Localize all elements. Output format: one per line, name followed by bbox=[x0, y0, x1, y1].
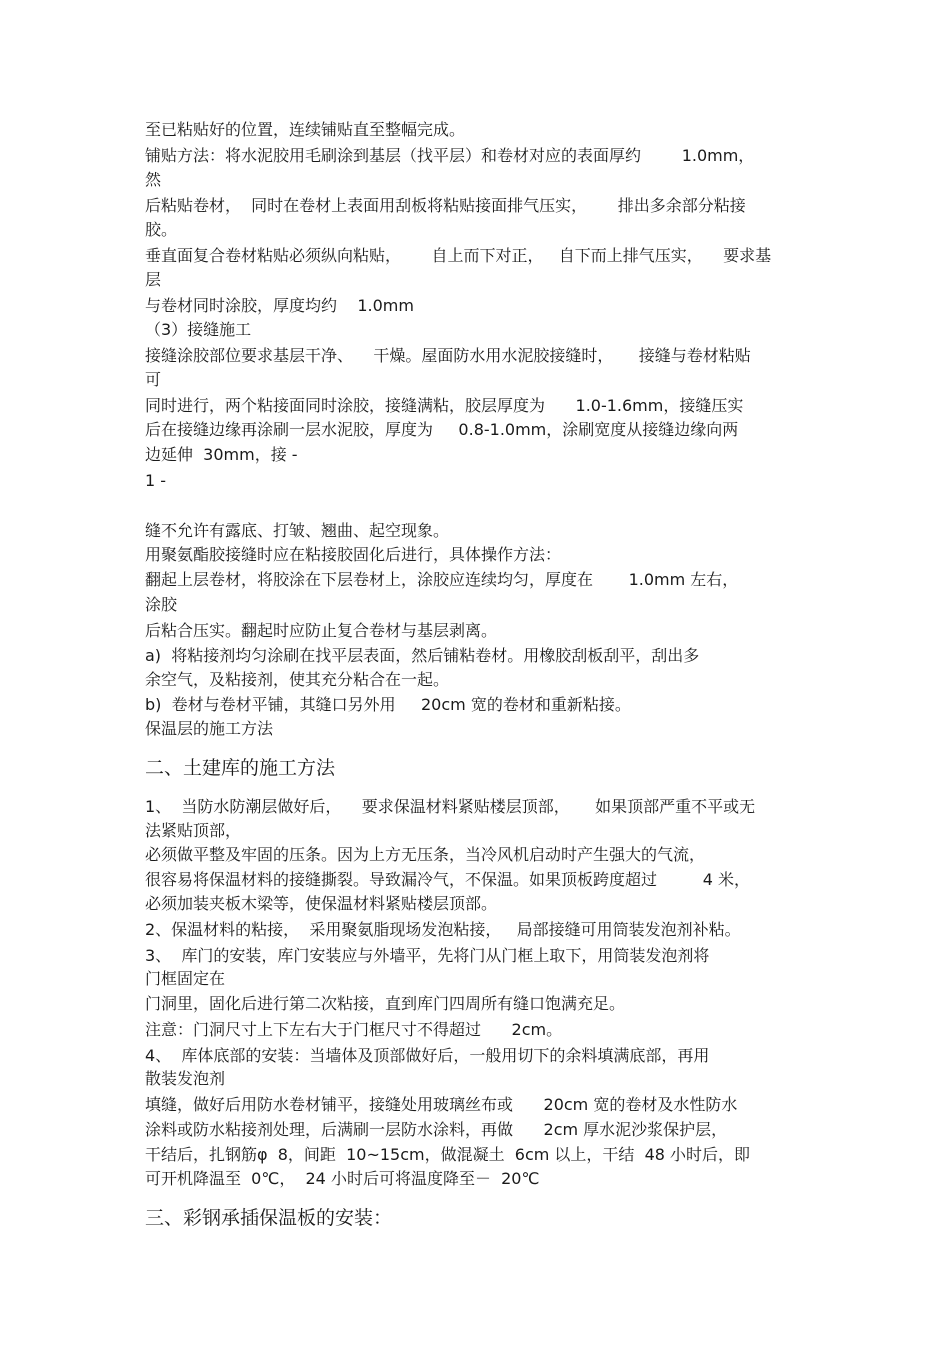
section-heading: 三、彩钢承插保温板的安装： bbox=[145, 1207, 393, 1229]
text-line: 门洞里，固化后进行第二次粘接，直到库门四周所有缝口饱满充足。 bbox=[145, 994, 626, 1013]
text-line: 散装发泡剂 bbox=[145, 1069, 226, 1088]
text-line: 缝不允许有露底、打皱、翘曲、起空现象。 bbox=[145, 521, 450, 540]
text-line: 可 bbox=[145, 370, 162, 389]
text-line: 很容易将保温材料的接缝撕裂。导致漏冷气，不保温。如果顶板跨度超过 4 米， bbox=[145, 870, 751, 889]
text-line: 至已粘贴好的位置，连续铺贴直至整幅完成。 bbox=[145, 120, 466, 139]
text-line: 与卷材同时涂胶，厚度均约 1.0mm bbox=[145, 296, 414, 315]
text-line: 用聚氨酯胶接缝时应在粘接胶固化后进行，具体操作方法： bbox=[145, 545, 562, 564]
text-line: 3、 库门的安装，库门安装应与外墙平，先将门从门框上取下，用筒装发泡剂将 bbox=[145, 946, 710, 965]
text-line: 干结后，扎钢筋φ 8，间距 10~15cm，做混凝土 6cm 以上，干结 48 小时后，即 bbox=[145, 1145, 751, 1164]
text-line: 填缝，做好后用防水卷材铺平，接缝处用玻璃丝布或 20cm 宽的卷材及水性防水 bbox=[145, 1095, 738, 1114]
text-line: 层 bbox=[145, 270, 162, 289]
text-line: 可开机降温至 0℃， 24 小时后可将温度降至－ 20℃ bbox=[145, 1169, 540, 1188]
text-line: 涂料或防水粘接剂处理，后满刷一层防水涂料，再做 2cm 厚水泥沙浆保护层， bbox=[145, 1120, 728, 1139]
text-line: 涂胶 bbox=[145, 595, 178, 614]
text-line: 铺贴方法：将水泥胶用毛刷涂到基层（找平层）和卷材对应的表面厚约 1.0mm， bbox=[145, 146, 755, 165]
text-line: 翻起上层卷材，将胶涂在下层卷材上，涂胶应连续均匀，厚度在 1.0mm 左右， bbox=[145, 570, 739, 589]
text-line: 垂直面复合卷材粘贴必须纵向粘贴， 自上而下对正， 自下而上排气压实， 要求基 bbox=[145, 246, 772, 265]
text-line: 必须做平整及牢固的压条。因为上方无压条，当冷风机启动时产生强大的气流， bbox=[145, 845, 706, 864]
text-line: 然 bbox=[145, 170, 162, 189]
text-line: 保温层的施工方法 bbox=[145, 719, 274, 738]
text-line: 后在接缝边缘再涂刷一层水泥胶，厚度为 0.8-1.0mm，涂刷宽度从接缝边缘向两 bbox=[145, 420, 739, 439]
text-line: 注意：门洞尺寸上下左右大于门框尺寸不得超过 2cm。 bbox=[145, 1020, 563, 1039]
text-line: b) 卷材与卷材平铺，其缝口另外用 20cm 宽的卷材和重新粘接。 bbox=[145, 695, 631, 714]
text-line: 后粘合压实。翻起时应防止复合卷材与基层剥离。 bbox=[145, 621, 498, 640]
page-number: 1 - bbox=[145, 471, 167, 490]
text-line: 4、 库体底部的安装：当墙体及顶部做好后，一般用切下的余料填满底部，再用 bbox=[145, 1046, 710, 1065]
text-line: 后粘贴卷材， 同时在卷材上表面用刮板将粘贴接面排气压实， 排出多余部分粘接 bbox=[145, 196, 746, 215]
text-line: 法紧贴顶部， bbox=[145, 821, 242, 840]
text-line: 接缝涂胶部位要求基层干净、 干燥。屋面防水用水泥胶接缝时， 接缝与卷材粘贴 bbox=[145, 346, 751, 365]
text-line: 边延伸 30mm，接 - bbox=[145, 445, 298, 464]
text-line: 2、保温材料的粘接， 采用聚氨脂现场发泡粘接， 局部接缝可用筒装发泡剂补粘。 bbox=[145, 920, 741, 939]
text-line: 门框固定在 bbox=[145, 969, 226, 988]
section-subheading: （3）接缝施工 bbox=[145, 320, 252, 339]
text-line: 余空气，及粘接剂，使其充分粘合在一起。 bbox=[145, 670, 450, 689]
text-line: 1、 当防水防潮层做好后， 要求保温材料紧贴楼层顶部， 如果顶部严重不平或无 bbox=[145, 797, 756, 816]
section-heading: 二、土建库的施工方法 bbox=[145, 757, 336, 779]
text-line: 必须加装夹板木梁等，使保温材料紧贴楼层顶部。 bbox=[145, 894, 498, 913]
text-line: 同时进行，两个粘接面同时涂胶，接缝满粘，胶层厚度为 1.0-1.6mm，接缝压实 bbox=[145, 396, 744, 415]
text-line: 胶。 bbox=[145, 220, 178, 239]
text-line: a) 将粘接剂均匀涂刷在找平层表面，然后铺粘卷材。用橡胶刮板刮平，刮出多 bbox=[145, 646, 700, 665]
